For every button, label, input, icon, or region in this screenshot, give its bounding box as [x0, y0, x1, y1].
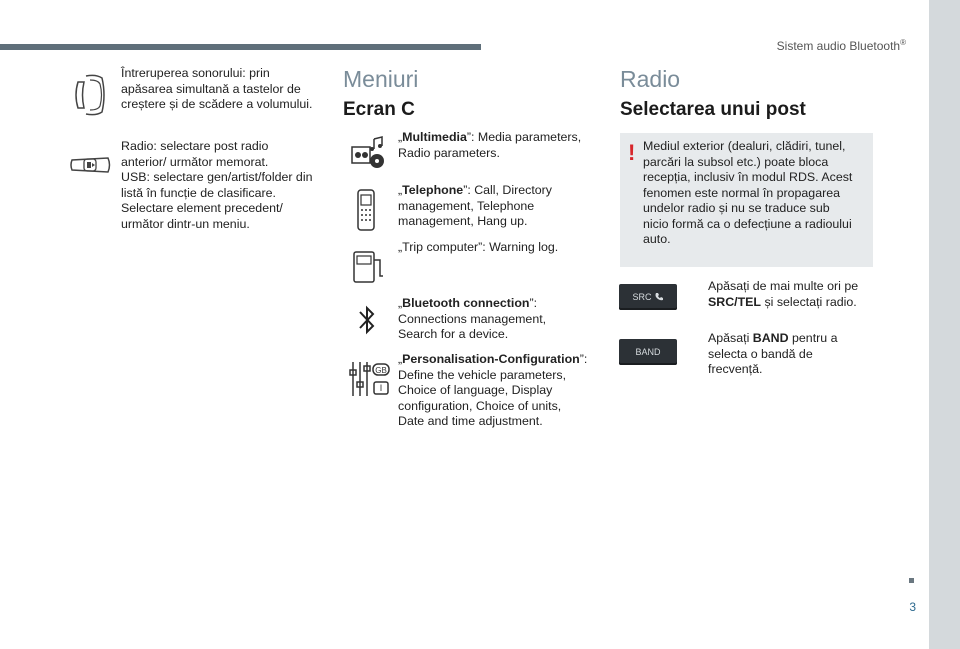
- telephone-icon: [354, 188, 378, 232]
- seek-description: [121, 139, 316, 232]
- menu-trip-computer: „Trip computer”: Warning log.: [398, 240, 559, 254]
- warning-icon: !: [628, 140, 636, 165]
- svg-text:GB: GB: [375, 366, 387, 375]
- step-src-tel: Apăsați de mai multe ori pe SRC/TEL și selectați radio.: [708, 279, 859, 309]
- menu-telephone: „Telephone”: Call, Directory management, Telephone management, Hang up.: [398, 183, 552, 228]
- side-strip: [929, 0, 960, 649]
- menu-multimedia: „Multimedia”: Media parameters, Radio parameters.: [398, 130, 582, 160]
- continue-marker: [909, 578, 914, 583]
- seek-line-menu: Selectare element precedent/ următor dintr-un meniu.: [121, 201, 283, 231]
- src-tel-button-image: SRC: [619, 284, 677, 310]
- menu-bluetooth: „Bluetooth connection”: Connections management, Search for a device.: [398, 296, 547, 341]
- phone-icon: [654, 292, 664, 302]
- steering-control-seek-icon: [68, 150, 112, 180]
- seek-line-usb: USB: selectare gen/artist/folder din listă în funcție de clasificare.: [121, 170, 313, 200]
- page-number: 3: [909, 600, 916, 614]
- select-station-subtitle: Selectarea unui post: [620, 99, 806, 120]
- band-button-image: BAND: [619, 339, 677, 365]
- personalisation-icon: [347, 360, 391, 398]
- multimedia-icon: [350, 135, 386, 169]
- mute-description: Întreruperea sonorului: prin apăsarea simultană a tastelor de creștere și de scădere a volumului.: [121, 66, 313, 111]
- seek-line-radio: Radio: selectare post radio anterior/ următor memorat.: [121, 139, 269, 169]
- trip-computer-icon: [352, 250, 386, 284]
- warning-text: Mediul exterior (dealuri, clădiri, tunel, parcări la subsol etc.) poate bloca recepția, inclusiv în modul RDS. Acest fenomen este normal în propagarea undelor radio și nu se traduce sub nicio formă ca o defecțiune a radioului auto.: [643, 139, 853, 246]
- svg-text:I: I: [379, 383, 383, 393]
- top-rule: [0, 44, 481, 50]
- menu-personalisation: „Personalisation-Configuration”: Define the vehicle parameters, Choice of language, Display configuration, Choice of units, Date and time adjustment.: [398, 352, 588, 428]
- radio-title: Radio: [620, 66, 681, 92]
- step-band: Apăsați BAND pentru a selecta o bandă de frecvență.: [708, 331, 838, 376]
- running-head: Sistem audio Bluetooth®: [776, 38, 906, 53]
- steering-control-mute-icon: [70, 72, 110, 118]
- menus-title: Meniuri: [343, 66, 419, 92]
- screen-c-subtitle: Ecran C: [343, 99, 415, 120]
- bluetooth-icon: [356, 302, 378, 338]
